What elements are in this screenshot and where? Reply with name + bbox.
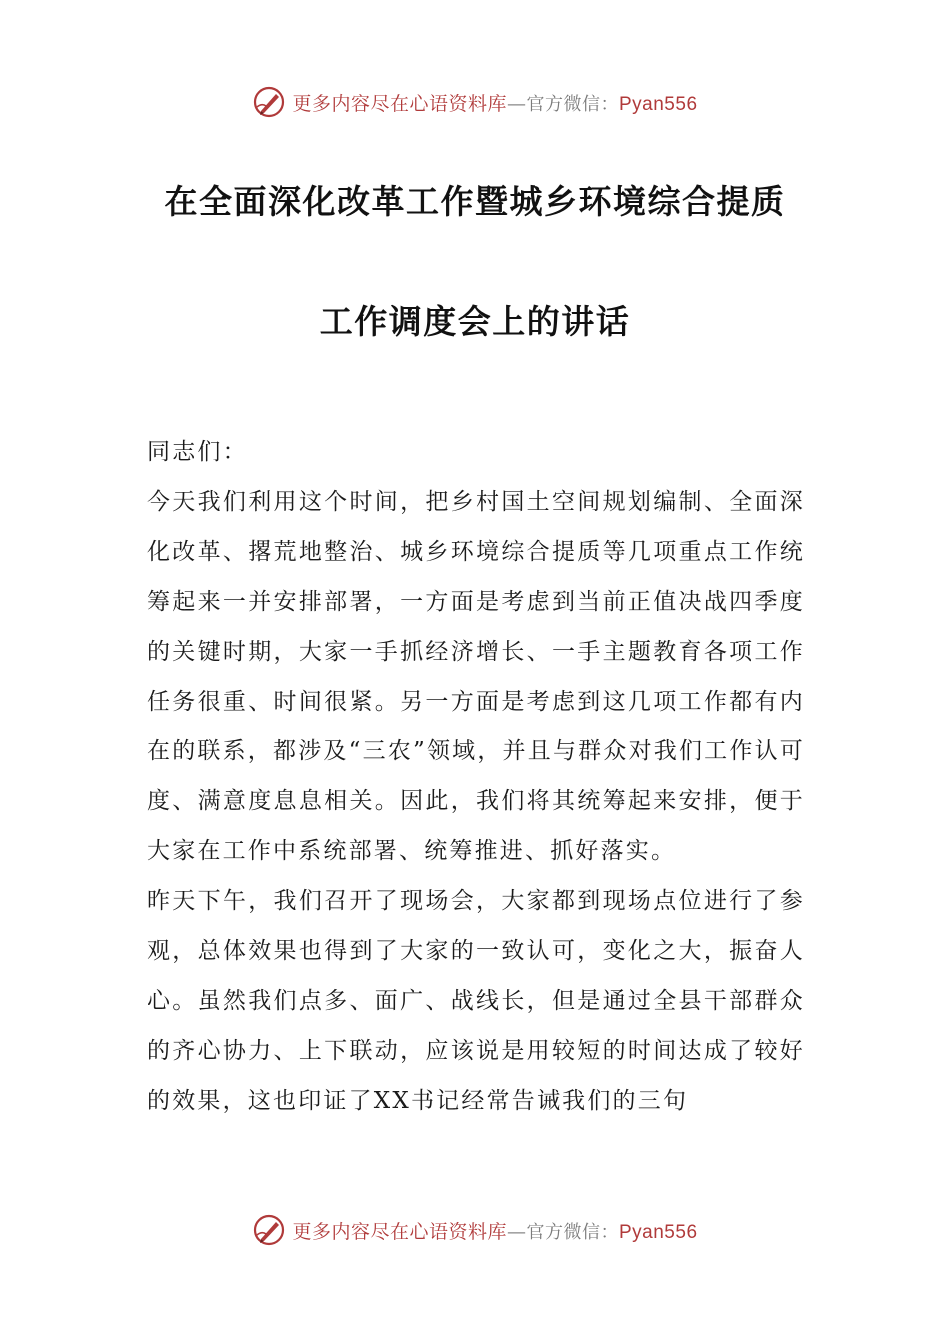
banner-main-text: 更多内容尽在心语资料库: [292, 1220, 507, 1243]
document-title-line-1: 在全面深化改革工作暨城乡环境综合提质: [164, 182, 786, 221]
header-banner: [0, 80, 950, 124]
banner-wechat-label: 官方微信：: [526, 93, 619, 115]
pen-logo-icon: [252, 1213, 286, 1247]
footer-banner: [0, 1208, 950, 1252]
banner-main-text: 更多内容尽在心语资料库: [292, 92, 507, 115]
banner-wechat-id: Pyan556: [619, 1221, 698, 1243]
banner-dash: —: [507, 1220, 527, 1243]
banner-wechat-label: 官方微信：: [526, 1221, 619, 1243]
document-body: [147, 428, 805, 1127]
banner-text: [292, 89, 697, 116]
banner-text: [292, 1217, 697, 1244]
banner-dash: —: [507, 92, 527, 115]
banner-wechat-id: Pyan556: [619, 93, 698, 115]
paragraph: 昨天下午，我们召开了现场会，大家都到现场点位进行了参观，总体效果也得到了大家的一致认可，变化之大，振奋人心。虽然我们点多、面广、战线长，但是通过全县干部群众的齐心协力、上下联动，应该说是用较短的时间达成了较好的效果，这也印证了XX书记经常告诫我们的三句: [147, 888, 805, 1114]
pen-logo-icon: [252, 85, 286, 119]
paragraph: 今天我们利用这个时间，把乡村国土空间规划编制、全面深化改革、撂荒地整治、城乡环境综合提质等几项重点工作统筹起来一并安排部署，一方面是考虑到当前正值决战四季度的关键时期，大家一手抓经济增长、一手主题教育各项工作任务很重、时间很紧。另一方面是考虑到这几项工作都有内在的联系，都涉及“三农”领域，并且与群众对我们工作认可度、满意度息息相关。因此，我们将其统筹起来安排，便于大家在工作中系统部署、统筹推进、抓好落实。: [147, 488, 805, 865]
document-title-line-2: 工作调度会上的讲话: [319, 302, 631, 341]
salutation: 同志们：: [147, 439, 248, 465]
